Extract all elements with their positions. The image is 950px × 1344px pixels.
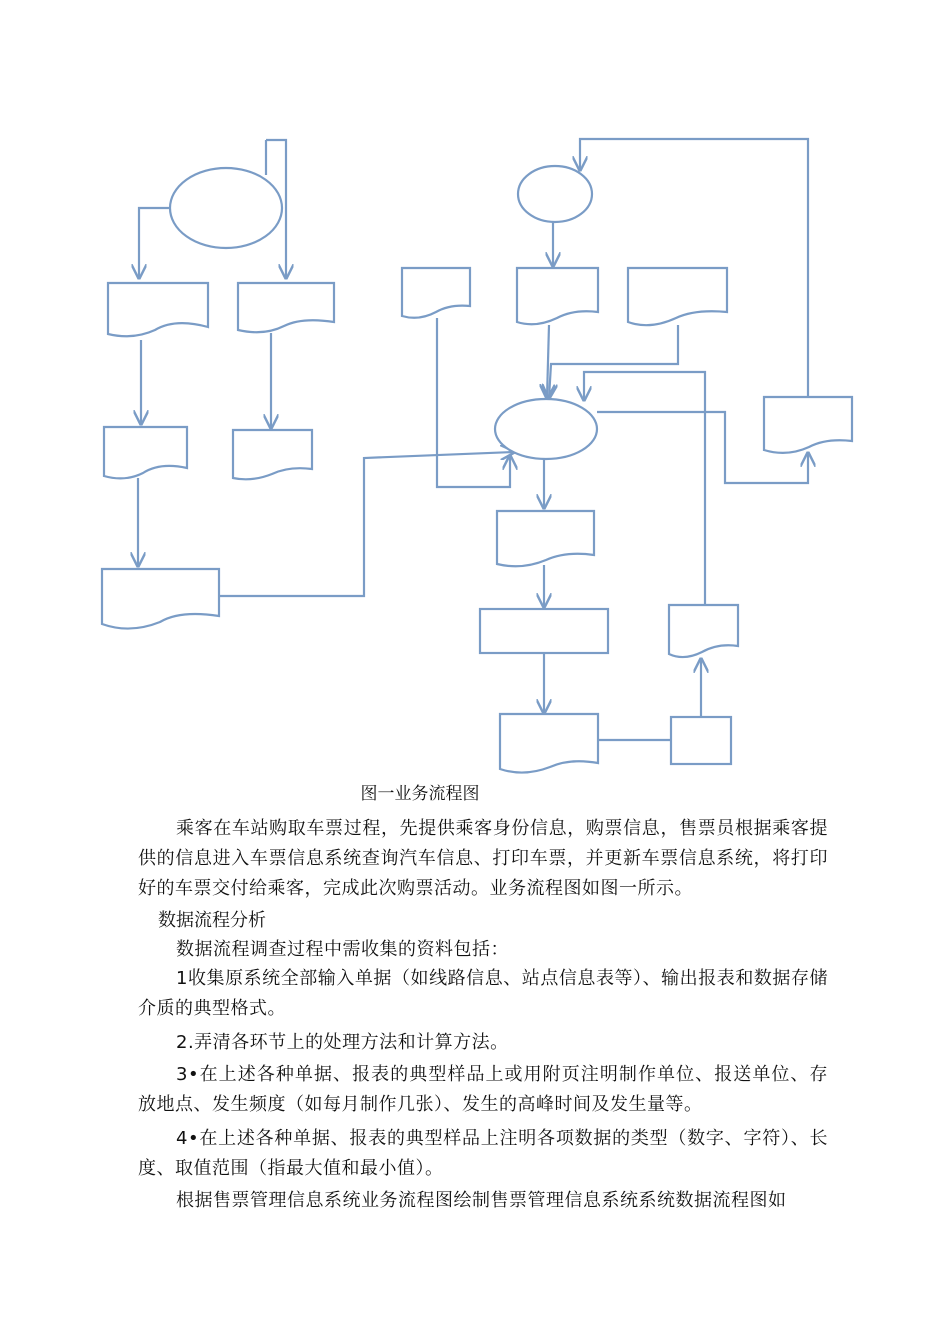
document-shape bbox=[764, 397, 852, 453]
paragraph-conclusion: 根据售票管理信息系统业务流程图绘制售票管理信息系统系统数据流程图如 bbox=[176, 1190, 787, 1211]
document-shape bbox=[497, 511, 594, 566]
ticket-seller-entity bbox=[518, 166, 592, 222]
process-box bbox=[671, 717, 731, 764]
document-shape bbox=[669, 605, 738, 657]
connector-line bbox=[549, 325, 678, 398]
document-shape bbox=[517, 268, 598, 324]
connector-line bbox=[584, 372, 705, 604]
list-item-2: 2.弄清各环节上的处理方法和计算方法。 bbox=[176, 1032, 509, 1053]
document-shape bbox=[238, 283, 334, 332]
passenger-entity bbox=[170, 168, 282, 248]
document-shape bbox=[402, 268, 470, 318]
document-shape bbox=[108, 283, 208, 336]
list-item-1: 1收集原系统全部输入单据（如线路信息、站点信息表等）、输出报表和数据存储介质的典型格式。 bbox=[138, 968, 828, 1019]
section-heading: 数据流程分析 bbox=[158, 910, 266, 931]
figure-caption: 图一业务流程图 bbox=[360, 784, 480, 804]
document-shape bbox=[104, 427, 187, 478]
ticket-system-process bbox=[495, 399, 597, 459]
paragraph-intro: 数据流程调查过程中需收集的资料包括： bbox=[176, 939, 509, 960]
list-item-3: 3•在上述各种单据、报表的典型样品上或用附页注明制作单位、报送单位、存放地点、发生频度（如每月制作几张）、发生的高峰时间及发生量等。 bbox=[138, 1064, 828, 1115]
connector-line bbox=[139, 208, 171, 278]
document-shape bbox=[233, 430, 312, 479]
list-item-4: 4•在上述各种单据、报表的典型样品上注明各项数据的类型（数字、字符）、长度、取值范围（指最大值和最小值）。 bbox=[138, 1128, 828, 1179]
document-shape bbox=[500, 714, 598, 773]
connector-line bbox=[437, 318, 510, 487]
paragraph-purchase-process: 乘客在车站购取车票过程，先提供乘客身份信息，购票信息，售票员根据乘客提供的信息进入车票信息系统查询汽车信息、打印车票，并更新车票信息系统，将打印好的车票交付给乘客，完成此次购票活动。业务流程图如图一所示。 bbox=[138, 818, 828, 899]
document-shape bbox=[628, 268, 727, 325]
process-box bbox=[480, 609, 608, 653]
document-shape bbox=[102, 569, 219, 629]
